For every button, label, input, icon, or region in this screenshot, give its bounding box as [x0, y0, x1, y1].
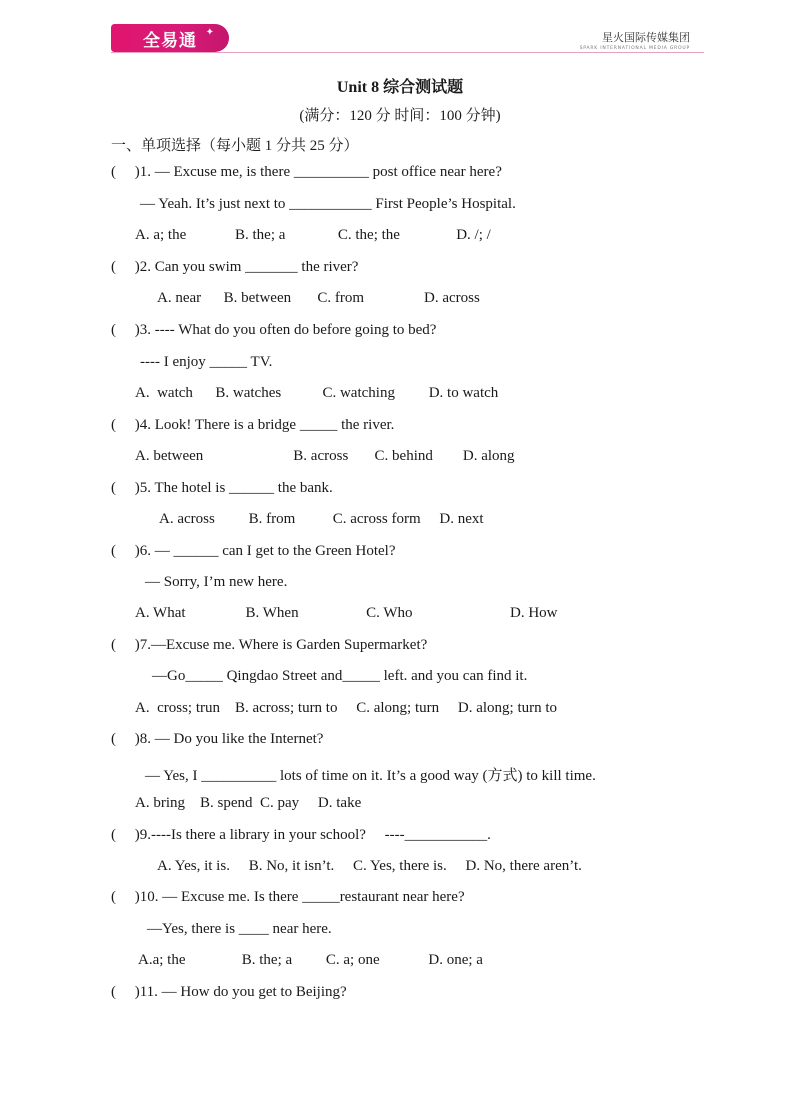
options-line: A. a; the B. the; a C. the; the D. /; /	[135, 227, 491, 243]
answer-line: —Go_____ Qingdao Street and_____ left. and you can find it.	[152, 668, 528, 684]
sparkle-icon: ✦	[205, 27, 215, 38]
section-heading: 一、单项选择（每小题 1 分共 25 分）	[111, 138, 359, 154]
question-line: ( )1. — Excuse me, is there __________ post office near here?	[111, 164, 502, 180]
options-line: A. across B. from C. across form D. next	[159, 511, 484, 527]
question-line: ( )6. — ______ can I get to the Green Hotel?	[111, 543, 396, 559]
question-line: ( )2. Can you swim _______ the river?	[111, 259, 359, 275]
options-line: A. cross; trun B. across; turn to C. along; turn D. along; turn to	[135, 700, 558, 716]
options-line: A. Yes, it is. B. No, it isn’t. C. Yes, there is. D. No, there aren’t.	[157, 858, 582, 874]
options-line: A.a; the B. the; a C. a; one D. one; a	[138, 952, 483, 968]
options-line: A. between B. across C. behind D. along	[135, 448, 515, 464]
question-line: ( )8. — Do you like the Internet?	[111, 731, 324, 747]
options-line: A. What B. When C. Who D. How	[135, 605, 558, 621]
exam-info: (满分：120 分 时间：100 分钟)	[299, 108, 501, 124]
answer-line: — Sorry, I’m new here.	[145, 574, 288, 590]
options-line: A. watch B. watches C. watching D. to watch	[135, 385, 499, 401]
question-line: ( )4. Look! There is a bridge _____ the river.	[111, 417, 395, 433]
options-line: A. near B. between C. from D. across	[157, 290, 480, 306]
answer-line: —Yes, there is ____ near here.	[147, 921, 332, 937]
question-line: ( )3. ---- What do you often do before going to bed?	[111, 322, 437, 338]
options-line: A. bring B. spend C. pay D. take	[135, 795, 362, 811]
question-line: ( )9.----Is there a library in your school? ----___________.	[111, 827, 491, 843]
publisher-name-en: SPARK INTERNATIONAL MEDIA GROUP	[579, 46, 690, 51]
question-line: ( )7.—Excuse me. Where is Garden Supermarket?	[111, 637, 428, 653]
header-divider	[111, 52, 704, 53]
publisher-brand	[580, 29, 690, 51]
page-title: Unit 8 综合测试题	[336, 79, 464, 96]
question-line: ( )11. — How do you get to Beijing?	[111, 984, 347, 1000]
logo-text: 全易通	[143, 30, 197, 51]
publisher-name-cn: 星火国际传媒集团	[602, 31, 690, 44]
question-line: ( )5. The hotel is ______ the bank.	[111, 480, 333, 496]
answer-line: — Yeah. It’s just next to ___________ First People’s Hospital.	[140, 196, 516, 212]
question-line: ( )10. — Excuse me. Is there _____restaurant near here?	[111, 889, 465, 905]
brand-logo	[111, 24, 229, 52]
answer-line: ---- I enjoy _____ TV.	[140, 354, 273, 370]
answer-line: — Yes, I __________ lots of time on it. It’s a good way (方式) to kill time.	[145, 768, 596, 784]
